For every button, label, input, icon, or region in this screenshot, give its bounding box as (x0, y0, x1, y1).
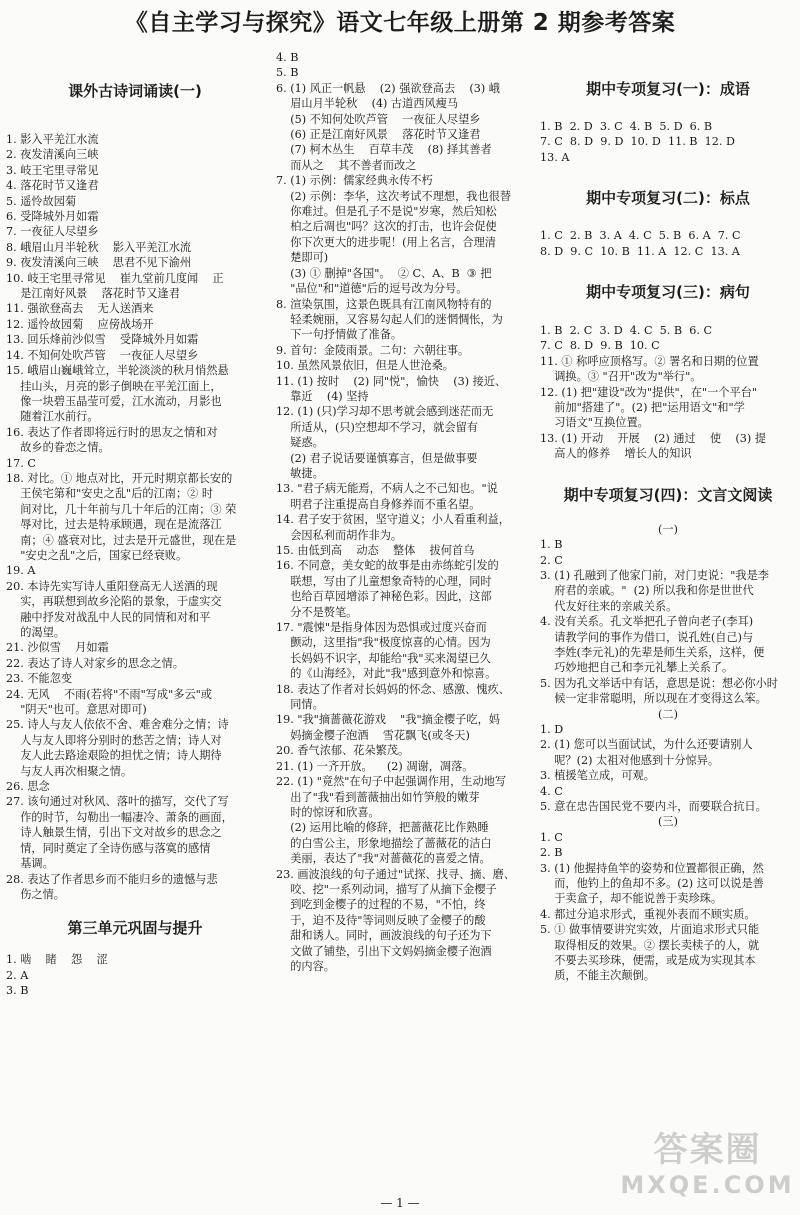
section-title-sentences: 期中专项复习(三)：病句 (586, 283, 750, 302)
answer-line: 12. (1) 把"建设"改为"提供"，在"一个平台" (540, 385, 758, 399)
answer-line: 质，不能主次颠倒。 (540, 969, 655, 983)
answer-line: 26. 思念 (6, 780, 50, 794)
answer-line: 是江南好风景 落花时节又逢君 (6, 287, 180, 301)
answer-line: 间对比，几十年前与几十年后的江南；③ 荣 (6, 502, 237, 516)
section-title-classical: 期中专项复习(四)：文言文阅读 (563, 485, 773, 504)
answer-line: 18. 表达了作者对长妈妈的怀念、感激、愧疚、 (276, 682, 510, 696)
answer-line: 高人的修养 增长人的知识 (540, 447, 692, 461)
answer-line: 15. 由低到高 动态 整体 拔何首乌 (276, 544, 475, 557)
answer-line: 作的时节，勾勒出一幅凄冷、萧条的画面， (6, 810, 233, 824)
answer-line: 诗人触景生情，引出下文对故乡的思念之 (6, 826, 222, 840)
answer-line: 候一定非常聪明，所以现在才变得这么笨。 (540, 692, 767, 706)
answer-line: 楚即可) (276, 251, 329, 265)
answer-line: 1. B (540, 538, 563, 552)
answer-line: 3. (1) 孔融到了他家门前，对门吏说："我是李 (540, 568, 769, 582)
answer-line: 1. C (540, 830, 563, 844)
answer-line: 分不是赘笔。 (276, 605, 358, 619)
answer-line: 人与友人即将分别时的愁苦之情；诗人对 (6, 733, 222, 747)
answer-line: 2. C (540, 553, 563, 567)
answer-line: 5. 因为孔文举话中有话，意思是说：想必你小时 (540, 676, 778, 690)
answer-line: 请教学问的事作为借口，说孔姓(自己)与 (540, 630, 754, 644)
answer-line: 前加"搭建了"。(2) 把"运用语文"和"学 (540, 401, 745, 415)
answer-line: 敏捷。 (276, 466, 324, 480)
answer-line: 的渴望。 (6, 626, 65, 639)
answer-line: 李姓(李元礼)的先辈是师生关系，这样，便 (540, 645, 765, 659)
answer-line: 21. (1) 一齐开放。 (2) 凋谢，凋落。 (276, 759, 474, 773)
answer-line: 23. 画波浪线的句子通过"试探、找寻、摘、磨、 (276, 867, 516, 881)
answer-line: 南；④ 盛衰对比，过去是开元盛世，现在是 (6, 533, 237, 547)
answer-line: 友人此去路途艰险的担忧之情；诗人期待 (6, 749, 222, 763)
answer-line: 妈摘金樱子泡酒 雪花飘飞(或冬天) (276, 728, 470, 742)
answer-line: 13. "君子病无能焉，不病人之不己知也。"说 (276, 482, 498, 496)
answer-line: 出了"我"看到蔷薇抽出如竹笋般的嫩芽 (276, 790, 480, 804)
answer-line: "安史之乱"之后，国家已经衰败。 (6, 548, 188, 562)
answer-line: (6) 正是江南好风景 落花时节又逢君 (276, 128, 481, 142)
answer-line: 文做了铺垫，引出下文妈妈摘金樱子泡酒 (276, 944, 492, 958)
answer-line: 的白雪公主，形象地描绘了蔷薇花的洁白 (276, 836, 492, 850)
answer-line: 8. 峨眉山月半轮秋 影入平羌江水流 (6, 240, 192, 254)
answer-line: 故乡的眷恋之情。 (6, 441, 110, 455)
answer-line: 调换。③ "召开"改为"举行"。 (540, 370, 702, 384)
answer-line: 基调。 (6, 857, 54, 871)
answer-list-poetry (6, 132, 264, 902)
answer-line: 挂山头，月亮的影子倒映在平羌江面上， (6, 379, 222, 393)
answer-line: 22. 表达了诗人对家乡的思念之情。 (6, 656, 184, 670)
answer-line: 习语文"互换位置。 (540, 416, 649, 430)
answer-list-passage-3 (540, 830, 796, 984)
answer-line: 靠近 (4) 坚持 (276, 389, 369, 403)
answer-line: 也给百草园增添了神秘色彩。因此，这部 (276, 590, 492, 604)
answer-line: 府君的亲戚。" (2) 所以我和你是世世代 (540, 584, 754, 598)
answer-line: 22. (1) "竟然"在句子中起强调作用，生动地写 (276, 775, 507, 789)
answer-line: 联想，写由了儿童想象奇特的心理，同时 (276, 574, 492, 588)
answer-line: (2) 示例：李华，这次考试不理想，我也很替 (276, 189, 512, 203)
answer-list-idioms (540, 119, 796, 165)
answer-list-passage-1 (540, 537, 796, 706)
page-number: — 1 — (380, 1196, 420, 1210)
answer-line: (2) 君子说话要谨慎寡言，但是做事要 (276, 451, 478, 465)
answer-line: 10. 岐王宅里寻常见 崔九堂前几度闻 正 (6, 271, 224, 285)
answer-line: 随着江水前行。 (6, 410, 99, 424)
answer-line: 13. (1) 开动 开展 (2) 通过 使 (3) 提 (540, 431, 766, 445)
answer-line: 9. 首句：金陵雨景。二句：六朝往事。 (276, 343, 470, 357)
answer-line: 9. 夜发清溪向三峡 思君不见下渝州 (6, 256, 192, 270)
answer-line: 情，同时奠定了全诗伤感与落寞的感情 (6, 841, 211, 855)
answer-list-unit3 (6, 952, 264, 998)
section-title-poetry: 课外古诗词诵读(一) (68, 82, 202, 100)
answer-line: 28. 表达了作者思乡而不能归乡的遗憾与悲 (6, 872, 218, 886)
answer-line: 18. 对比。① 地点对比，开元时期京都长安的 (6, 471, 233, 485)
answer-line: 5. 遥怜故园菊 (6, 194, 77, 208)
answer-line: 1. B 2. D 3. C 4. B 5. D 6. B (540, 120, 713, 133)
answer-list-passage-2 (540, 722, 796, 814)
answer-line: 16. 表达了作者即将远行时的思友之情和对 (6, 425, 218, 439)
column-left (6, 50, 264, 999)
answer-line: 5. ① 做事情要讲究实效，片面追求形式只能 (540, 923, 760, 937)
answer-line: 13. A (540, 150, 570, 164)
answer-line: 眉山月半轮秋 (4) 古道西风瘦马 (276, 97, 459, 111)
answer-line: 轻柔婉丽，又容易勾起人们的迷惘惆怅，为 (276, 312, 503, 326)
answer-line: 25. 诗人与友人依依不舍、难舍难分之情；诗 (6, 718, 229, 732)
answer-line: 美丽，表达了"我"对蔷薇花的喜爱之情。 (276, 852, 491, 866)
answer-line: (3) ① 删掉"各国"。 ② C、A、B ③ 把 (276, 266, 492, 280)
answer-line: 3. 植援笔立成，可观。 (540, 769, 655, 783)
answer-line: 4. 没有关系。孔文举把孔子曾向老子(李耳) (540, 615, 754, 629)
answer-line: 咬、挖"一系列动词，描写了从摘下金樱子 (276, 882, 497, 896)
column-right (540, 50, 796, 984)
answer-line: 你难过。但是孔子不是说"岁寒，然后知松 (276, 205, 497, 219)
column-middle (276, 50, 534, 974)
answer-line: 的《山海经》，对此"我"感到意外和惊喜。 (276, 667, 497, 681)
answer-line: 7. C 8. D 9. D 10. D 11. B 12. D (540, 135, 735, 149)
answer-line: 2. B (540, 846, 563, 860)
answer-line: 7. 一夜征人尽望乡 (6, 225, 99, 239)
answer-line: 4. 都过分追求形式，重视外表而不顾实质。 (540, 907, 756, 921)
answer-line: 4. 落花时节又逢君 (6, 179, 99, 193)
answer-line: 取得相反的效果。② 摆长卖椟子的人，就 (540, 938, 760, 952)
answer-line: 15. 峨眉山巍峨耸立，半轮淡淡的秋月悄然悬 (6, 364, 229, 378)
answer-line: 像一块碧玉晶莹可爱，江水流动，月影也 (6, 394, 222, 408)
answer-line: 于卖盒子，却不能说善于卖珍珠。 (540, 892, 723, 906)
answer-line: 辱对比，过去是特承顾遇，现在是流落江 (6, 518, 222, 532)
answer-line: 融中抒发对战乱中人民的同情和对和平 (6, 610, 211, 624)
answer-line: 13. 回乐烽前沙似雪 受降城外月如霜 (6, 333, 199, 347)
answer-line: 11. (1) 按时 (2) 同"悦"，愉快 (3) 接近、 (276, 374, 507, 388)
answer-line: 于，迫不及待"等词则反映了金樱子的酸 (276, 913, 486, 927)
answer-line: (5) 不知何处吹芦管 一夜征人尽望乡 (276, 112, 481, 126)
answer-line: 21. 沙似雪 月如霜 (6, 641, 109, 655)
answer-line: 19. "我"摘蔷薇花游戏 "我"摘金樱子吃，妈 (276, 713, 500, 727)
answer-line: 会因私利而胡作非为。 (276, 528, 403, 542)
answer-line: 8. D 9. C 10. B 11. A 12. C 13. A (540, 244, 740, 258)
answer-line: 不要去买珍珠，便需，或是成为实现其本 (540, 954, 756, 968)
answer-line: 3. (1) 他握持鱼竿的姿势和位置都很正确，然 (540, 861, 764, 875)
answer-line: 下一句抒情做了准备。 (276, 328, 403, 342)
answer-line: "阴天"也可。意思对即可) (6, 703, 147, 717)
answer-list-punctuation (540, 228, 796, 259)
answer-line: 2. 夜发清溪向三峡 (6, 148, 99, 162)
answer-line: 1. 啮 睹 怨 涩 (6, 953, 108, 967)
answer-line: 6. (1) 风正一帆悬 (2) 强欲登高去 (3) 峨 (276, 81, 500, 95)
answer-line: 2. A (6, 968, 29, 982)
passage-label-1: (一) (658, 522, 678, 536)
answer-line: 而从之 其不善者而改之 (276, 158, 417, 172)
answer-line: 17. "震悚"是指身体因为恐惧或过度兴奋而 (276, 621, 487, 635)
answer-line: 23. 不能忽变 (6, 672, 73, 686)
answer-line: 王侯宅第和"安史之乱"后的江南；② 时 (6, 487, 214, 501)
answer-line: 长妈妈不识字，却能给"我"买来渴望已久 (276, 651, 491, 665)
answer-line: 19. A (6, 564, 36, 578)
answer-line: 8. 渲染氛围，这景色既具有江南风物特有的 (276, 297, 492, 311)
section-title-punctuation: 期中专项复习(二)：标点 (586, 189, 750, 208)
answer-line: 11. ① 称呼应顶格写。② 署名和日期的位置 (540, 354, 759, 368)
answer-line: 代友好往来的亲戚关系。 (540, 599, 678, 613)
answer-line: 12. 遥怜故园菊 应傍战场开 (6, 317, 154, 331)
section-title-idioms: 期中专项复习(一)：成语 (586, 80, 750, 98)
answer-line: 1. D (540, 722, 564, 736)
answer-line: 20. 本诗先实写诗人重阳登高无人送酒的现 (6, 579, 218, 593)
answer-line: 17. C (6, 456, 36, 470)
answer-line: (2) 运用比喻的修辞，把蔷薇花比作熟睡 (276, 821, 489, 835)
answer-line: 同情。 (276, 698, 324, 712)
answer-line: 1. 影入平羌江水流 (6, 133, 99, 146)
answer-line: 20. 香气浓郁、花朵繁茂。 (276, 744, 410, 758)
answer-line: 14. 不知何处吹芦管 一夜征人尽望乡 (6, 348, 199, 362)
answer-list-sentences (540, 323, 796, 462)
answer-line: 3. 岐王宅里寻常见 (6, 163, 99, 177)
answer-line: 6. 受降城外月如霜 (6, 210, 99, 224)
answer-line: 1. B 2. C 3. D 4. C 5. B 6. C (540, 324, 713, 338)
answer-line: 与友人再次相聚之情。 (6, 764, 133, 778)
answer-line: 实，再联想到故乡沦陷的景象，于虚实交 (6, 595, 222, 609)
answer-line: 24. 无风 不雨(若将"不雨"写成"多云"或 (6, 687, 212, 701)
answer-line: "品位"和"道德"后的逗号改为分号。 (276, 282, 468, 296)
answer-line: 颤动，这里指"我"极度惊喜的心情。因为 (276, 636, 491, 650)
answer-line: (7) 柯木丛生 百草丰茂 (8) 择其善者 (276, 143, 492, 157)
answer-line: 时的惊讶和欣喜。 (276, 805, 380, 819)
answer-list-unit3-continued (276, 50, 534, 974)
answer-line: 5. B (276, 66, 299, 80)
answer-line: 14. 君子安于贫困，坚守道义；小人看重利益， (276, 513, 510, 527)
passage-label-3: (三) (658, 815, 678, 829)
answer-line: 明君子注重提高自身修养而不重名望。 (276, 497, 481, 511)
answer-line: 2. (1) 您可以当面试试，为什么还要请别人 (540, 738, 753, 752)
answer-line: 27. 该句通过对秋风、落叶的描写，交代了写 (6, 795, 229, 809)
answer-line: 所适从，(只)空想却不学习，就会留有 (276, 420, 478, 434)
answer-line: 12. (1) (只)学习却不思考就会感到迷茫而无 (276, 405, 494, 419)
answer-line: 的内容。 (276, 959, 335, 973)
answer-line: 你下次更大的进步呢！(用上名言，合理清 (276, 235, 496, 249)
answer-line: 11. 强欲登高去 无人送酒来 (6, 302, 154, 316)
answer-line: 疑惑。 (276, 436, 324, 450)
answer-line: 而，他钓上的鱼却不多。(2) 这可以说是善 (540, 877, 764, 891)
answer-line: 5. 意在忠告国民党不要内斗，而要联合抗日。 (540, 800, 767, 813)
answer-line: 3. B (6, 984, 29, 998)
page-title: 《自主学习与探究》语文七年级上册第 2 期参考答案 (124, 10, 676, 36)
answer-line: 10. 虽然风景依旧，但是人世沧桑。 (276, 359, 454, 373)
answer-line: 巧妙地把自己和李元礼攀上关系了。 (540, 661, 734, 675)
answer-line: 呢？(2) 太祖对他感到十分惊异。 (540, 753, 720, 767)
answer-line: 4. B (276, 51, 299, 64)
answer-line: 7. (1) 示例：儒家经典永传不朽 (276, 174, 433, 188)
answer-line: 到吃到金樱子的过程的不易，"不怕，终 (276, 898, 486, 912)
watermark-logo: 答案圈 MXQE.COM (620, 1130, 795, 1199)
passage-label-2: (二) (658, 707, 678, 721)
answer-line: 柏之后凋也"吗？这次的打击，也许会促使 (276, 220, 497, 234)
answer-line: 伤之情。 (6, 887, 65, 901)
answer-line: 7. C 8. D 9. B 10. C (540, 339, 660, 353)
answer-line: 1. C 2. B 3. A 4. C 5. B 6. A 7. C (540, 229, 741, 243)
section-title-unit3: 第三单元巩固与提升 (67, 919, 203, 938)
answer-line: 4. C (540, 784, 563, 798)
answer-line: 甜和诱人。同时，画波浪线的句子还为下 (276, 929, 492, 943)
answer-line: 16. 不同意，美女蛇的故事是由赤练蛇引发的 (276, 559, 499, 573)
